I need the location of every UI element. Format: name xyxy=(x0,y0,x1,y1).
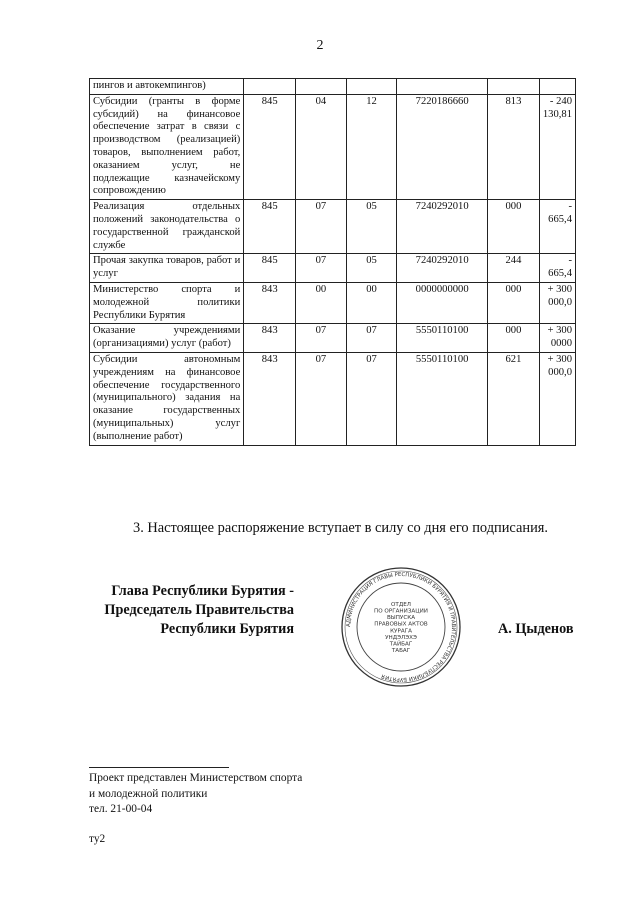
cell-target-article: 7240292010 xyxy=(397,200,488,254)
cell-name: Субсидии (гранты в форме субсидий) на финансовое обеспечение затрат в связи с производством (реализацией) товаров, выполнением работ, оказанием услуг, не подлежащие казначейскому сопровождению xyxy=(90,94,244,199)
cell-ministry-code: 843 xyxy=(244,324,296,353)
cell-target-article xyxy=(397,79,488,95)
table-row xyxy=(90,94,576,199)
official-seal xyxy=(340,566,462,688)
seal-center-line: ТАЙБАГ xyxy=(389,641,413,648)
cell-amount xyxy=(539,79,575,95)
cell-expense-type: 000 xyxy=(488,282,540,323)
cell-target-article: 5550110100 xyxy=(397,352,488,445)
cell-expense-type: 813 xyxy=(488,94,540,199)
table-row xyxy=(90,200,576,254)
footnote xyxy=(89,771,302,818)
cell-amount: - 665,4 xyxy=(539,200,575,254)
seal-center-line: ОТДЕЛ xyxy=(391,601,411,608)
cell-subsection: 05 xyxy=(346,200,397,254)
signatory-name: А. Цыденов xyxy=(498,621,574,637)
cell-expense-type: 621 xyxy=(488,352,540,445)
cell-ministry-code: 845 xyxy=(244,254,296,283)
cell-section: 07 xyxy=(296,324,347,353)
document-code: ту2 xyxy=(89,833,106,845)
cell-amount: + 300 000,0 xyxy=(539,282,575,323)
cell-section xyxy=(296,79,347,95)
cell-subsection: 05 xyxy=(346,254,397,283)
cell-expense-type: 000 xyxy=(488,200,540,254)
cell-target-article: 0000000000 xyxy=(397,282,488,323)
cell-subsection: 07 xyxy=(346,352,397,445)
cell-section: 07 xyxy=(296,352,347,445)
cell-subsection: 12 xyxy=(346,94,397,199)
footnote-divider xyxy=(89,767,229,768)
order-paragraph: 3. Настоящее распоряжение вступает в силу со дня его подписания. xyxy=(133,520,548,536)
cell-target-article: 7220186660 xyxy=(397,94,488,199)
cell-expense-type: 244 xyxy=(488,254,540,283)
cell-section: 07 xyxy=(296,254,347,283)
cell-expense-type: 000 xyxy=(488,324,540,353)
seal-center-line: УНДЭЛЭХЭ xyxy=(385,634,417,641)
cell-subsection xyxy=(346,79,397,95)
footnote-line3: тел. 21-00-04 xyxy=(89,803,153,815)
seal-center-line: КУРАГА xyxy=(390,628,412,635)
cell-ministry-code xyxy=(244,79,296,95)
table-row xyxy=(90,282,576,323)
cell-name: Субсидии автономным учреждениям на финансовое обеспечение государственного (муниципального) задания на оказание государственных (муниципальных) услуг (выполнение работ) xyxy=(90,352,244,445)
page-number: 2 xyxy=(316,38,324,53)
cell-amount: - 665,4 xyxy=(539,254,575,283)
cell-amount: + 300 000,0 xyxy=(539,352,575,445)
signatory-title-line2: Председатель Правительства xyxy=(104,602,294,618)
cell-ministry-code: 843 xyxy=(244,352,296,445)
cell-subsection: 07 xyxy=(346,324,397,353)
cell-name: Министерство спорта и молодежной политики Республики Бурятия xyxy=(90,282,244,323)
cell-amount: + 300 0000 xyxy=(539,324,575,353)
cell-name: Оказание учреждениями (организациями) услуг (работ) xyxy=(90,324,244,353)
cell-expense-type xyxy=(488,79,540,95)
seal-center-text xyxy=(374,602,428,654)
cell-subsection: 00 xyxy=(346,282,397,323)
cell-ministry-code: 843 xyxy=(244,282,296,323)
seal-center-line: ВЫПУСКА xyxy=(386,615,416,622)
cell-section: 07 xyxy=(296,200,347,254)
table-row xyxy=(90,352,576,445)
table-row xyxy=(90,324,576,353)
cell-section: 04 xyxy=(296,94,347,199)
cell-section: 00 xyxy=(296,282,347,323)
cell-ministry-code: 845 xyxy=(244,200,296,254)
cell-name: Прочая закупка товаров, работ и услуг xyxy=(90,254,244,283)
budget-table xyxy=(89,78,576,446)
signatory-title xyxy=(94,582,294,639)
cell-target-article: 5550110100 xyxy=(397,324,488,353)
cell-name: пингов и автокемпингов) xyxy=(90,79,244,95)
budget-table-body xyxy=(90,79,576,446)
table-row xyxy=(90,254,576,283)
footnote-line1: Проект представлен Министерством спорта xyxy=(89,772,303,784)
cell-amount: - 240 130,81 xyxy=(539,94,575,199)
cell-target-article: 7240292010 xyxy=(397,254,488,283)
seal-center-line: ТАБАГ xyxy=(391,648,411,655)
seal-center-line: ПРАВОВЫХ АКТОВ xyxy=(374,621,428,628)
seal-ring-textpath: АДМИНИСТРАЦИЯ ГЛАВЫ РЕСПУБЛИКИ БУРЯТИЯ И ПРАВИТЕЛЬСТВА РЕСПУБЛИКИ БУРЯТИЯ xyxy=(345,571,457,683)
signatory-title-line3: Республики Бурятия xyxy=(160,621,294,637)
table-row xyxy=(90,79,576,95)
cell-ministry-code: 845 xyxy=(244,94,296,199)
cell-name: Реализация отдельных положений законодательства о государственной гражданской службе xyxy=(90,200,244,254)
footnote-line2: и молодежной политики xyxy=(89,787,208,800)
signatory-title-line1: Глава Республики Бурятия - xyxy=(111,583,294,599)
seal-center-line: ПО ОРГАНИЗАЦИИ xyxy=(374,608,428,615)
